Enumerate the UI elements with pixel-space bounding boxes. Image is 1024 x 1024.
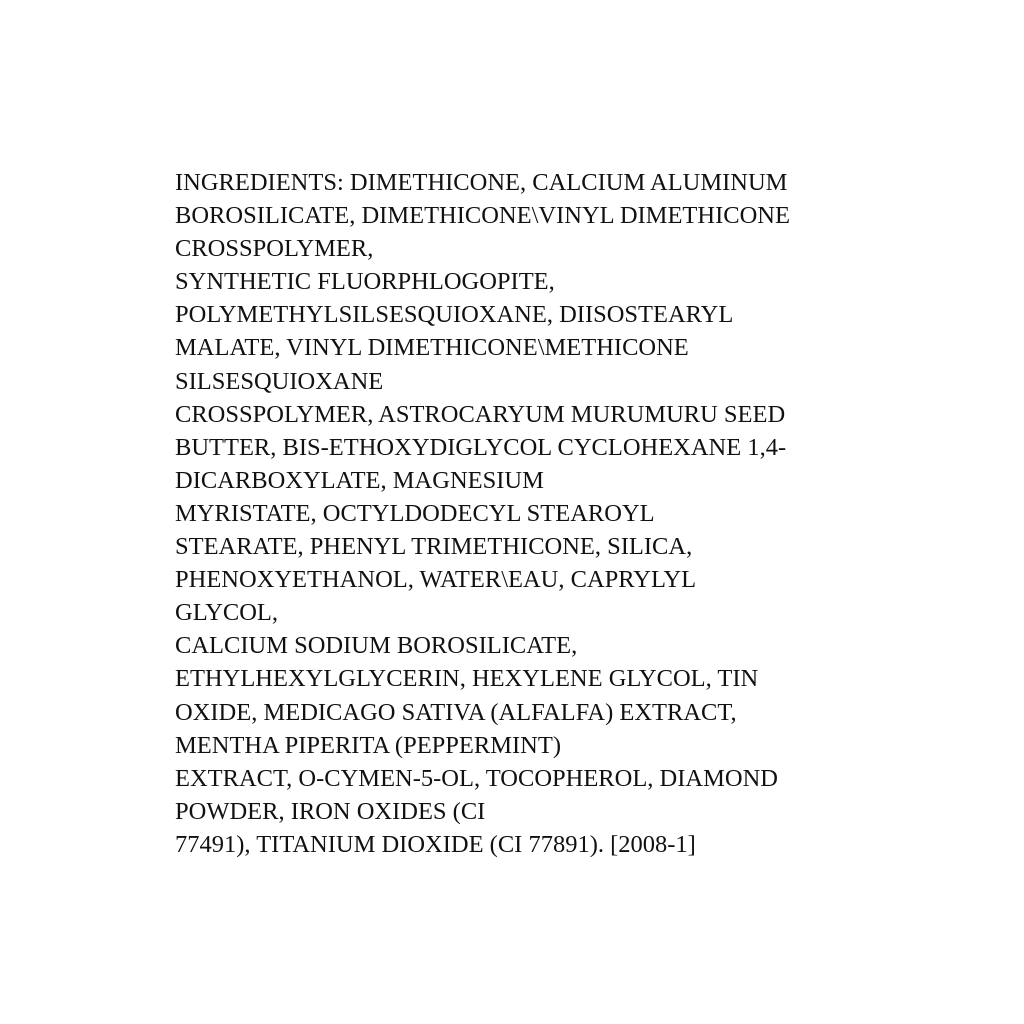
ingredients-line: SILSESQUIOXANE (175, 367, 384, 395)
ingredients-line: MYRISTATE, OCTYLDODECYL STEAROYL (175, 499, 655, 527)
ingredients-line: POWDER, IRON OXIDES (CI (175, 797, 486, 825)
ingredients-line: CALCIUM SODIUM BOROSILICATE, (175, 632, 578, 660)
ingredients-line: POLYMETHYLSILSESQUIOXANE, DIISOSTEARYL (175, 301, 734, 329)
ingredients-line: GLYCOL, (175, 599, 279, 627)
ingredients-line: ETHYLHEXYLGLYCERIN, HEXYLENE GLYCOL, TIN (175, 665, 759, 693)
ingredients-line: INGREDIENTS: DIMETHICONE, CALCIUM ALUMINUM (175, 169, 788, 196)
ingredients-line: SYNTHETIC FLUORPHLOGOPITE, (175, 268, 555, 296)
ingredients-line: PHENOXYETHANOL, WATER\EAU, CAPRYLYL (175, 566, 697, 594)
ingredients-line: BUTTER, BIS-ETHOXYDIGLYCOL CYCLOHEXANE 1,4- (175, 433, 787, 461)
ingredients-line: CROSSPOLYMER, (175, 235, 374, 263)
ingredients-line: CROSSPOLYMER, ASTROCARYUM MURUMURU SEED (175, 400, 786, 428)
ingredients-line: MALATE, VINYL DIMETHICONE\METHICONE (175, 334, 689, 362)
ingredients-line: STEARATE, PHENYL TRIMETHICONE, SILICA, (175, 533, 693, 561)
ingredients-line: 77491), TITANIUM DIOXIDE (CI 77891). [2008-1] (175, 830, 696, 858)
ingredients-line: EXTRACT, O-CYMEN-5-OL, TOCOPHEROL, DIAMOND (175, 764, 778, 792)
ingredients-line: DICARBOXYLATE, MAGNESIUM (175, 466, 544, 494)
ingredients-line: OXIDE, MEDICAGO SATIVA (ALFALFA) EXTRACT, (175, 698, 737, 726)
ingredients-list (175, 166, 995, 861)
ingredients-line: MENTHA PIPERITA (PEPPERMINT) (175, 731, 561, 759)
ingredients-line: BOROSILICATE, DIMETHICONE\VINYL DIMETHICONE (175, 202, 790, 230)
